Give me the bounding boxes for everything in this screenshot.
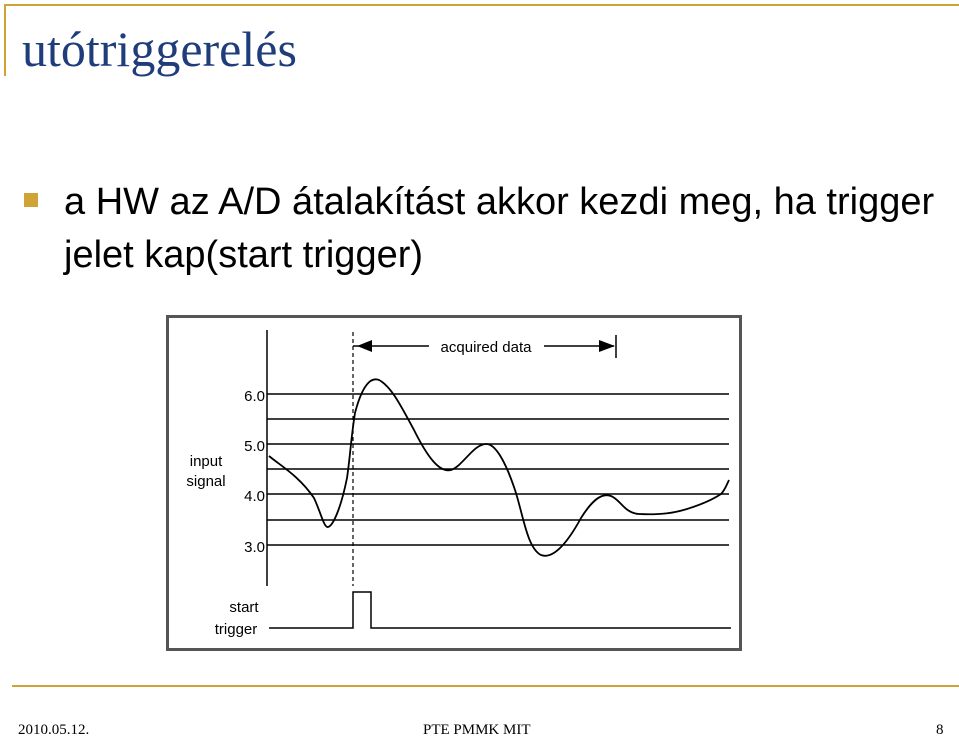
tick-label-4: 4.0 xyxy=(244,488,265,505)
decorative-bar-top xyxy=(4,4,959,6)
footer-page-number: 8 xyxy=(936,722,944,738)
grid-lines xyxy=(267,394,729,545)
post-trigger-diagram xyxy=(166,315,742,651)
diagram-canvas xyxy=(169,318,739,648)
slide-title: utótriggerelés xyxy=(22,21,297,77)
trigger-label-line2: trigger xyxy=(214,621,258,638)
bullet-marker-icon xyxy=(24,193,38,207)
decorative-bar-left xyxy=(4,4,6,76)
bullet-text: a HW az A/D átalakítást akkor kezdi meg, ha trigger jelet kap(start trigger) xyxy=(64,181,935,276)
input-signal-waveform xyxy=(269,379,729,555)
tick-label-3: 3.0 xyxy=(244,539,265,556)
footer-date: 2010.05.12. xyxy=(18,722,90,738)
tick-label-5: 5.0 xyxy=(244,438,265,455)
footer-divider xyxy=(12,685,959,687)
footer-center-text: PTE PMMK MIT xyxy=(423,722,531,738)
acquired-data-label: acquired data xyxy=(440,339,532,356)
trigger-label-line1: start xyxy=(229,599,259,616)
start-trigger-pulse xyxy=(269,592,731,628)
y-axis-label-line2: signal xyxy=(186,473,226,490)
tick-label-6: 6.0 xyxy=(244,388,265,405)
y-axis-label-line1: input xyxy=(189,453,223,470)
